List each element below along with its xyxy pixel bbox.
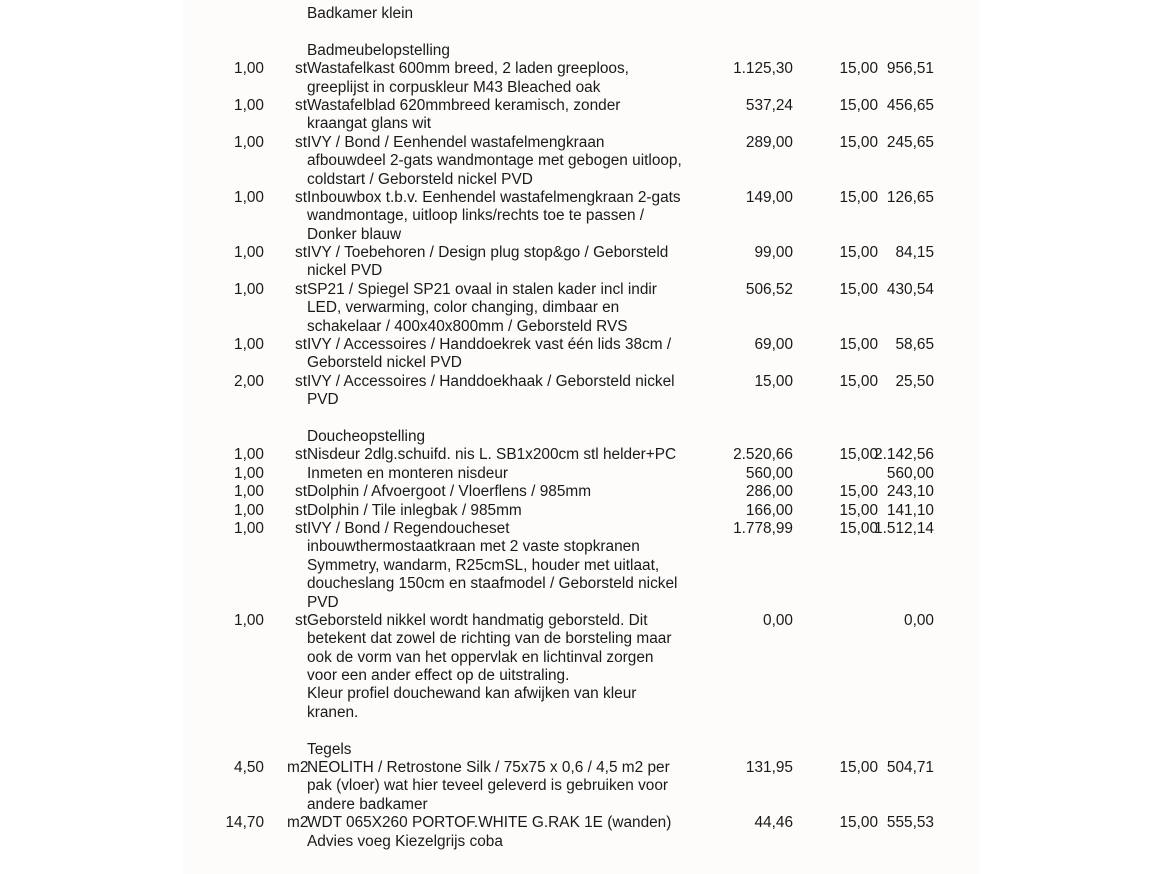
section-heading: Tegels — [307, 740, 352, 758]
quantity: 1,00 — [234, 483, 264, 501]
line-total: 141,10 — [886, 501, 934, 519]
quantity: 1,00 — [234, 519, 264, 537]
unit-price: 506,52 — [745, 280, 793, 298]
section-heading: Badmeubelopstelling — [307, 41, 450, 59]
description: greeplijst in corpuskleur M43 Bleached oak — [307, 78, 601, 96]
line-total: 504,71 — [886, 759, 934, 777]
line-total: 0,00 — [904, 611, 934, 629]
description: doucheslang 150cm en staafmodel / Geborsteld nickel — [307, 575, 678, 593]
description: Dolphin / Afvoergoot / Vloerflens / 985mm — [307, 483, 592, 501]
discount-percent: 15,00 — [839, 501, 878, 519]
unit-price: 0,00 — [763, 611, 793, 629]
line-item-text-line — [183, 704, 980, 722]
line-item-text-line — [183, 685, 980, 703]
description: Wastafelblad 620mmbreed keramisch, zonder — [307, 96, 621, 114]
line-item — [183, 814, 980, 851]
line-item-text-line — [183, 667, 980, 685]
section-2 — [183, 741, 980, 851]
description: inbouwthermostaatkraan met 2 vaste stopkranen — [307, 538, 640, 556]
line-item-text-line — [183, 649, 980, 667]
unit-price: 537,24 — [745, 96, 793, 114]
quantity: 4,50 — [234, 759, 264, 777]
unit-price: 44,46 — [754, 814, 793, 832]
line-item — [183, 134, 980, 189]
line-item-text-line — [183, 612, 980, 630]
unit-price: 149,00 — [745, 188, 793, 206]
description: IVY / Accessoires / Handdoekhaak / Geborsteld nickel — [307, 372, 675, 390]
description: Geborsteld nikkel wordt handmatig geborsteld. Dit — [307, 611, 648, 629]
unit: st — [295, 244, 307, 262]
description: schakelaar / 400x40x800mm / Geborsteld RVS — [307, 317, 628, 335]
quantity: 2,00 — [234, 372, 264, 390]
unit: st — [295, 60, 307, 78]
line-item-text-line — [183, 281, 980, 299]
unit: st — [295, 133, 307, 151]
line-item — [183, 446, 980, 464]
discount-percent: 15,00 — [839, 814, 878, 832]
line-item-text-line — [183, 373, 980, 391]
section-spacer — [183, 23, 980, 41]
line-total: 25,50 — [895, 372, 934, 390]
description: Wastafelkast 600mm breed, 2 laden greeploos, — [307, 60, 629, 78]
quantity: 1,00 — [234, 188, 264, 206]
unit-price: 2.520,66 — [733, 446, 793, 464]
description: Donker blauw — [307, 225, 402, 243]
line-total: 126,65 — [886, 188, 934, 206]
description: wandmontage, uitloop links/rechts toe te passen / — [307, 207, 645, 225]
unit-price: 1.778,99 — [733, 519, 793, 537]
line-total: 84,15 — [895, 244, 934, 262]
unit-price: 289,00 — [745, 133, 793, 151]
unit-price: 69,00 — [754, 336, 793, 354]
description: nickel PVD — [307, 262, 383, 280]
document-title: Badkamer klein — [307, 5, 414, 22]
description: WDT 065X260 PORTOF.WHITE G.RAK 1E (wanden) — [307, 814, 672, 832]
description: ook de vorm van het oppervlak en lichtinval zorgen — [307, 648, 654, 666]
description: PVD — [307, 391, 339, 409]
line-item-text-line — [183, 814, 980, 832]
line-item-text-line — [183, 465, 980, 483]
discount-percent: 15,00 — [839, 372, 878, 390]
unit-price: 166,00 — [745, 501, 793, 519]
line-item-text-line — [183, 152, 980, 170]
section-1 — [183, 428, 980, 722]
line-item-text-line — [183, 299, 980, 317]
line-item-text-line — [183, 97, 980, 115]
line-item — [183, 759, 980, 814]
section-heading-line — [183, 42, 980, 60]
unit-price: 560,00 — [745, 464, 793, 482]
section-spacer — [183, 410, 980, 428]
line-item — [183, 465, 980, 483]
description: Symmetry, wandarm, R25cmSL, houder met uitlaat, — [307, 556, 660, 574]
description: IVY / Bond / Regendoucheset — [307, 519, 510, 537]
quantity: 1,00 — [234, 446, 264, 464]
line-item-text-line — [183, 189, 980, 207]
quantity: 1,00 — [234, 96, 264, 114]
line-item-text-line — [183, 318, 980, 336]
description: Dolphin / Tile inlegbak / 985mm — [307, 501, 522, 519]
quantity: 14,70 — [225, 814, 264, 832]
description: Advies voeg Kiezelgrijs coba — [307, 832, 503, 850]
line-item — [183, 520, 980, 612]
unit: m2 — [287, 759, 309, 777]
line-item — [183, 244, 980, 281]
line-total: 243,10 — [886, 483, 934, 501]
line-item-text-line — [183, 226, 980, 244]
line-item-text-line — [183, 520, 980, 538]
description: PVD — [307, 593, 339, 611]
quantity: 1,00 — [234, 464, 264, 482]
line-item — [183, 502, 980, 520]
description: kraangat glans wit — [307, 115, 432, 133]
description: IVY / Accessoires / Handdoekrek vast één lids 38cm / — [307, 336, 672, 354]
discount-percent: 15,00 — [839, 188, 878, 206]
description: andere badkamer — [307, 795, 428, 813]
quantity: 1,00 — [234, 244, 264, 262]
line-total: 560,00 — [886, 464, 934, 482]
unit-price: 15,00 — [754, 372, 793, 390]
document-title-line — [183, 5, 980, 23]
quantity: 1,00 — [234, 336, 264, 354]
line-item-text-line — [183, 538, 980, 556]
section-heading-line — [183, 741, 980, 759]
discount-percent: 15,00 — [839, 483, 878, 501]
line-total: 2.142,56 — [874, 446, 934, 464]
document-page — [183, 0, 980, 874]
description: Kleur profiel douchewand kan afwijken van kleur — [307, 685, 637, 703]
discount-percent: 15,00 — [839, 336, 878, 354]
line-item-text-line — [183, 79, 980, 97]
line-item — [183, 60, 980, 97]
line-item-text-line — [183, 244, 980, 262]
line-item-text-line — [183, 446, 980, 464]
discount-percent: 15,00 — [839, 60, 878, 78]
description: Geborsteld nickel PVD — [307, 354, 462, 372]
discount-percent: 15,00 — [839, 280, 878, 298]
line-item — [183, 189, 980, 244]
description: Inmeten en monteren nisdeur — [307, 464, 509, 482]
line-item-text-line — [183, 483, 980, 501]
discount-percent: 15,00 — [839, 244, 878, 262]
line-item-text-line — [183, 777, 980, 795]
line-item-text-line — [183, 60, 980, 78]
description: IVY / Bond / Eenhendel wastafelmengkraan — [307, 133, 605, 151]
section-heading-line — [183, 428, 980, 446]
line-item-text-line — [183, 833, 980, 851]
line-item-text-line — [183, 575, 980, 593]
line-item — [183, 483, 980, 501]
line-total: 245,65 — [886, 133, 934, 151]
discount-percent: 15,00 — [839, 446, 878, 464]
section-spacer — [183, 722, 980, 740]
line-item-text-line — [183, 557, 980, 575]
line-total: 430,54 — [886, 280, 934, 298]
line-total: 555,53 — [886, 814, 934, 832]
description: kranen. — [307, 703, 359, 721]
description: betekent dat zowel de richting van de borsteling maar — [307, 630, 672, 648]
description: Inbouwbox t.b.v. Eenhendel wastafelmengkraan 2-gats — [307, 188, 681, 206]
description: SP21 / Spiegel SP21 ovaal in stalen kader incl indir — [307, 280, 657, 298]
quantity: 1,00 — [234, 60, 264, 78]
description: coldstart / Geborsteld nickel PVD — [307, 170, 533, 188]
section-heading: Doucheopstelling — [307, 427, 426, 445]
unit: st — [295, 501, 307, 519]
line-item-text-line — [183, 594, 980, 612]
discount-percent: 15,00 — [839, 133, 878, 151]
unit: st — [295, 519, 307, 537]
unit: st — [295, 96, 307, 114]
unit-price: 1.125,30 — [733, 60, 793, 78]
description: voor een ander effect op de uitstraling. — [307, 667, 570, 685]
description: Nisdeur 2dlg.schuifd. nis L. SB1x200cm stl helder+PC — [307, 446, 677, 464]
line-item-text-line — [183, 115, 980, 133]
unit-price: 131,95 — [745, 759, 793, 777]
line-item — [183, 97, 980, 134]
quantity: 1,00 — [234, 501, 264, 519]
line-item-text-line — [183, 171, 980, 189]
line-item-text-line — [183, 262, 980, 280]
unit-price: 286,00 — [745, 483, 793, 501]
line-item-text-line — [183, 759, 980, 777]
unit: st — [295, 446, 307, 464]
section-0 — [183, 42, 980, 410]
quantity: 1,00 — [234, 280, 264, 298]
line-item-text-line — [183, 630, 980, 648]
unit: m2 — [287, 814, 309, 832]
unit: st — [295, 336, 307, 354]
line-item-text-line — [183, 336, 980, 354]
line-total: 456,65 — [886, 96, 934, 114]
unit-price: 99,00 — [754, 244, 793, 262]
line-item — [183, 281, 980, 336]
line-item-text-line — [183, 391, 980, 409]
unit: st — [295, 611, 307, 629]
unit: st — [295, 483, 307, 501]
line-item-text-line — [183, 354, 980, 372]
description: afbouwdeel 2-gats wandmontage met gebogen uitloop, — [307, 152, 682, 170]
discount-percent: 15,00 — [839, 519, 878, 537]
line-item-text-line — [183, 502, 980, 520]
unit: st — [295, 188, 307, 206]
line-total: 58,65 — [895, 336, 934, 354]
line-item — [183, 612, 980, 722]
unit: st — [295, 372, 307, 390]
quantity: 1,00 — [234, 611, 264, 629]
discount-percent: 15,00 — [839, 96, 878, 114]
line-item — [183, 336, 980, 373]
unit: st — [295, 280, 307, 298]
quotation-body — [183, 5, 980, 851]
description: LED, verwarming, color changing, dimbaar en — [307, 299, 620, 317]
description: NEOLITH / Retrostone Silk / 75x75 x 0,6 / 4,5 m2 per — [307, 759, 670, 777]
description: pak (vloer) wat hier teveel geleverd is gebruiken voor — [307, 777, 669, 795]
line-item-text-line — [183, 796, 980, 814]
line-item-text-line — [183, 207, 980, 225]
line-item-text-line — [183, 134, 980, 152]
line-total: 1.512,14 — [874, 519, 934, 537]
discount-percent: 15,00 — [839, 759, 878, 777]
description: IVY / Toebehoren / Design plug stop&go / Geborsteld — [307, 244, 669, 262]
quantity: 1,00 — [234, 133, 264, 151]
line-total: 956,51 — [886, 60, 934, 78]
line-item — [183, 373, 980, 410]
